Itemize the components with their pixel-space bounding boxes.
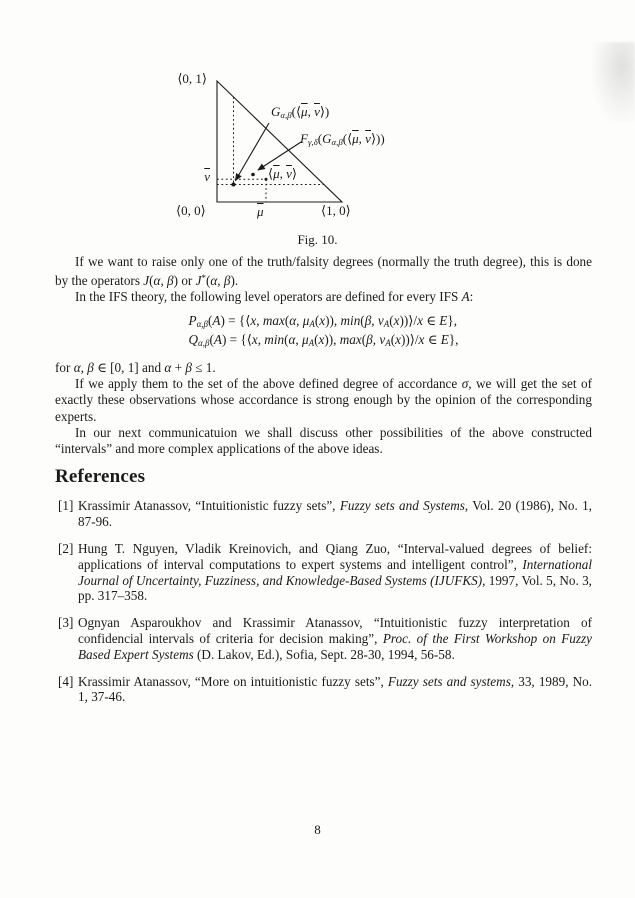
paragraph-next-communication: In our next communicatuion we shall discuss other possibilities of the above constructed “intervals” and more complex applications of the above ideas. xyxy=(55,424,592,456)
f-operator-label: $F\gamma,\delta(G\alpha,\beta(⟨\overline{\mu}$, $\overline{\nu}⟩$)) xyxy=(300,131,385,147)
references-heading: References xyxy=(55,466,146,488)
reference-item-3 xyxy=(58,615,592,662)
paragraph-alpha-beta-condition: for α, β ∈ [0, 1] and α + β ≤ 1. xyxy=(55,359,216,375)
g-arrow xyxy=(236,123,270,181)
formula-block xyxy=(55,313,592,351)
mu-axis-label: $\overline{\mu}$ xyxy=(257,204,264,219)
vertex-label-0-0: ⟨0, 0⟩ xyxy=(176,203,206,218)
reference-text: Krassimir Atanassov, “Intuitionistic fuzzy sets”, Fuzzy sets and Systems, Vol. 20 (1986), No. 1, 87-96. xyxy=(78,498,592,530)
reference-number: [4] xyxy=(58,673,74,689)
reference-item-4 xyxy=(58,674,592,706)
reference-item-1 xyxy=(58,498,592,530)
reference-number: [1] xyxy=(58,498,74,514)
g-point-dot xyxy=(232,183,236,187)
figure-caption: Fig. 10. xyxy=(297,232,338,247)
reference-number: [3] xyxy=(58,615,74,631)
paragraph-level-operators: In the IFS theory, the following level operators are defined for every IFS A: xyxy=(75,289,474,305)
formula-p-operator: Pα,β(A) = {⟨x, max(α, μA(x)), min(β, νA(x))⟩/x ∈ E}, xyxy=(188,312,457,329)
formula-q-operator: Qα,β(A) = {⟨x, min(α, μA(x)), max(β, νA(x))⟩/x ∈ E}, xyxy=(188,331,459,348)
reference-text: Krassimir Atanassov, “More on intuitionistic fuzzy sets”, Fuzzy sets and systems, 33, 1989, No. 1, 37-46. xyxy=(78,673,593,705)
scan-smudge xyxy=(592,42,635,122)
f-point-dot xyxy=(251,173,255,177)
page-number: 8 xyxy=(314,822,321,837)
reference-text: Ognyan Asparoukhov and Krassimir Atanassov, “Intuitionistic fuzzy interpretation of confidencial intervals of criteria for decision making”, Proc. of the First Workshop on Fuzzy Based Expert Systems (D. Lakov, Ed.), Sofia, Sept. 28-30, 1994, 56-58. xyxy=(78,615,592,662)
paragraph-accordance: If we apply them to the set of the above defined degree of accordance σ, we will get the set of exactly these observations whose accordance is strong enough by the opinion of the corresponding experts. xyxy=(55,376,593,424)
text-column xyxy=(55,254,592,716)
vertex-label-1-0: ⟨1, 0⟩ xyxy=(321,203,351,218)
reference-number: [2] xyxy=(58,541,74,556)
mu-nu-point-label: $⟨\overline{\mu}$, $\overline{\nu}⟩$ xyxy=(268,166,297,181)
vertex-label-0-1: ⟨0, 1⟩ xyxy=(177,71,207,86)
reference-text: Hung T. Nguyen, Vladik Kreinovich, and Qiang Zuo, “Interval-valued degrees of belief: applications of interval computations to expert systems and intelligent control”, International Journal of Uncertainty, Fuzziness, and Knowledge-Based Systems (IJUFKS), 1997, Vol. 5, No. 3, pp. 317–358. xyxy=(78,541,592,604)
g-operator-label: $G\alpha,\beta(⟨\overline{\mu}$, $\overline{\nu}⟩$) xyxy=(271,104,330,120)
nu-axis-label: $\overline{\nu}$ xyxy=(204,169,210,184)
paragraph-raise-degrees: If we want to raise only one of the truth/falsity degrees (normally the truth degree), this is done by the operators J(α, β) or J*(α, β). xyxy=(55,254,592,289)
reference-item-2 xyxy=(58,541,592,604)
